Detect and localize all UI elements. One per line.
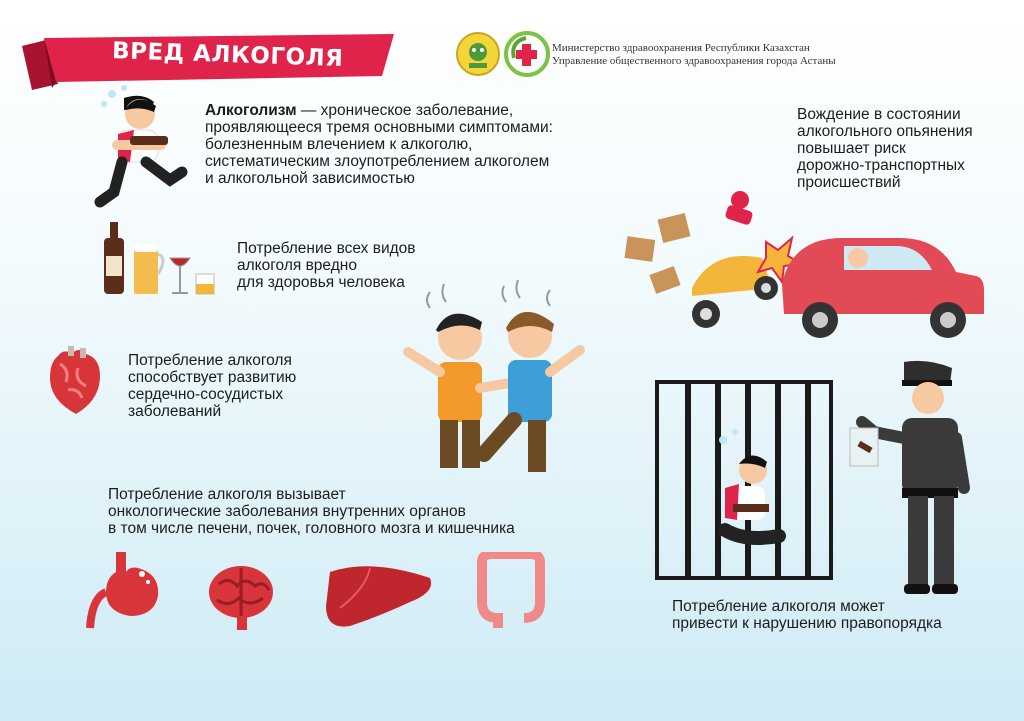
cardio-line-1: Потребление алкоголя [128, 352, 292, 369]
brain-icon [205, 560, 277, 632]
cardio-line-4: заболеваний [128, 403, 222, 420]
oncology-line-2: онкологические заболевания внутренних органов [108, 503, 466, 520]
law-line-1: Потребление алкоголя может [672, 598, 885, 615]
alcoholism-term: Алкоголизм [205, 102, 297, 119]
driving-line-5: происшествий [797, 174, 901, 191]
driving-line-2: алкогольного опьянения [797, 123, 973, 140]
emblem-logo-icon [456, 30, 500, 78]
police-officer-icon [848, 358, 980, 598]
oncology-text [108, 486, 588, 537]
alcoholism-line-5: и алкогольной зависимостью [205, 170, 415, 187]
alcoholism-line-3: болезненным влечением к алкоголю, [205, 136, 473, 153]
cardio-line-3: сердечно-сосудистых [128, 386, 284, 403]
all-kinds-line-2: алкоголя вредно [237, 257, 357, 274]
page-title: ВРЕД АЛКОГОЛЯ [111, 37, 344, 73]
law-line-2: привести к нарушению правопорядка [672, 615, 942, 632]
driving-line-3: повышает риск [797, 140, 906, 157]
alcoholism-line-4: систематическим злоупотреблением алкоголем [205, 153, 550, 170]
ministry-caption [552, 42, 836, 68]
cardio-line-2: способствует развитию [128, 369, 297, 386]
ministry-line-2: Управление общественного здравоохранения города Астаны [552, 55, 836, 67]
all-kinds-line-1: Потребление всех видов [237, 240, 416, 257]
fighting-men-icon [400, 278, 600, 478]
driving-line-4: дорожно-транспортных [797, 157, 965, 174]
prison-icon [655, 380, 833, 580]
all-kinds-line-3: для здоровья человека [237, 274, 405, 291]
stomach-icon [86, 552, 162, 632]
car-crash-icon [622, 188, 990, 340]
heart-icon [46, 346, 108, 418]
drunk-man-icon [84, 84, 194, 214]
intestine-icon [476, 552, 546, 632]
ministry-line-1: Министерство здравоохранения Республики Казахстан [552, 42, 810, 54]
alcoholism-line-1: — хроническое заболевание, [296, 102, 514, 119]
alcoholism-definition [205, 102, 625, 187]
law-text [672, 598, 992, 632]
health-cross-logo-icon [504, 30, 550, 78]
driving-text [797, 106, 1007, 191]
alcoholism-line-2: проявляющееся тремя основными симптомами: [205, 119, 553, 136]
driving-line-1: Вождение в состоянии [797, 106, 961, 123]
bottles-icon [100, 222, 220, 298]
oncology-line-1: Потребление алкоголя вызывает [108, 486, 346, 503]
cardio-text [128, 352, 348, 420]
liver-icon [326, 562, 436, 628]
oncology-line-3: в том числе печени, почек, головного мозга и кишечника [108, 520, 515, 537]
